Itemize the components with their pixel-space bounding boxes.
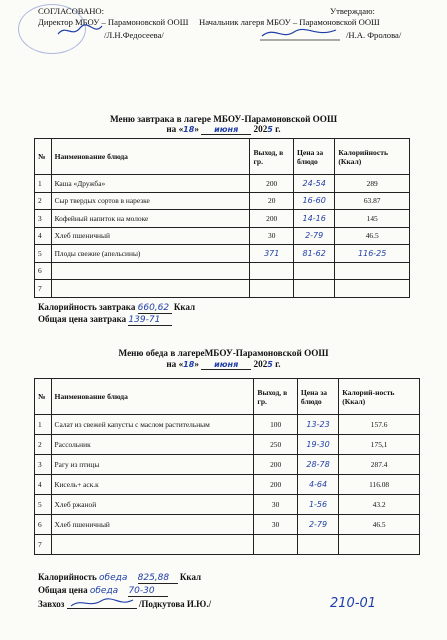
chef-signature-line: Завхоз /Подкутова И.Ю./ xyxy=(38,599,212,609)
breakfast-title: Меню завтрака в лагере МБОУ-Парамоновской ООШ xyxy=(109,114,338,124)
row-number: 5 xyxy=(35,245,52,263)
dish-price: 2-79 xyxy=(293,227,334,245)
col-output: Выход, в гр. xyxy=(250,139,294,175)
table-header-row xyxy=(35,139,410,175)
lunch-price-hand: обеда xyxy=(89,586,119,596)
breakfast-table xyxy=(34,138,410,298)
dish-output xyxy=(250,262,294,280)
dish-name xyxy=(51,280,250,298)
dish-calories: 116.08 xyxy=(339,475,420,495)
dish-name: Сыр твердых сортов в нарезке xyxy=(51,192,250,210)
row-number: 6 xyxy=(35,262,52,280)
lunch-date-year: 5 xyxy=(267,360,273,369)
dish-output: 371 xyxy=(250,245,294,263)
dish-price: 16-60 xyxy=(293,192,334,210)
dish-price: 19-30 xyxy=(297,435,338,455)
col-number: № xyxy=(35,379,52,415)
row-number: 4 xyxy=(35,227,52,245)
dish-output xyxy=(250,280,294,298)
dish-price: 81-62 xyxy=(293,245,334,263)
row-number: 2 xyxy=(35,435,52,455)
row-number: 7 xyxy=(35,535,52,555)
dish-calories: 46.5 xyxy=(335,227,410,245)
dish-price: 28-78 xyxy=(297,455,338,475)
lunch-calories-value: 825,88 xyxy=(138,573,178,584)
table-row xyxy=(35,475,420,495)
table-row xyxy=(35,515,420,535)
dish-output: 250 xyxy=(254,435,297,455)
col-number: № xyxy=(35,139,52,175)
approval-line: Директор МБОУ – Парамоновской ООШ xyxy=(38,17,189,27)
table-row xyxy=(35,280,410,298)
approve-name: /Н.А. Фролова/ xyxy=(346,30,402,40)
lunch-date-month: июня xyxy=(201,360,251,370)
row-number: 2 xyxy=(35,192,52,210)
dish-output: 200 xyxy=(254,475,297,495)
row-number: 7 xyxy=(35,280,52,298)
lunch-table xyxy=(34,378,420,555)
total-handwritten: 210-01 xyxy=(330,596,377,611)
breakfast-calories-value: 660,62 xyxy=(138,303,172,314)
row-number: 4 xyxy=(35,475,52,495)
breakfast-calories: Калорийность завтрака 660,62 Ккал xyxy=(38,302,196,313)
table-row xyxy=(35,227,410,245)
dish-price: 13-23 xyxy=(297,415,338,435)
col-price: Цена за блюдо xyxy=(293,139,334,175)
dish-price: 1-56 xyxy=(297,495,338,515)
dish-name: Хлеб пшеничный xyxy=(51,227,250,245)
row-number: 5 xyxy=(35,495,52,515)
table-row xyxy=(35,245,410,263)
dish-calories: 175,1 xyxy=(339,435,420,455)
breakfast-date-month: июня xyxy=(201,125,251,135)
dish-output: 200 xyxy=(250,175,294,193)
table-row xyxy=(35,495,420,515)
table-row xyxy=(35,210,410,228)
dish-price: 24-54 xyxy=(293,175,334,193)
dish-calories: 287.4 xyxy=(339,455,420,475)
col-dish: Наименование блюда xyxy=(51,139,250,175)
dish-output: 200 xyxy=(250,210,294,228)
breakfast-date-day: 18 xyxy=(183,125,195,134)
breakfast-price: Общая цена завтрака 139-71 xyxy=(38,314,172,326)
dish-name: Рагу из птицы xyxy=(51,455,254,475)
dish-name xyxy=(51,535,254,555)
dish-calories xyxy=(335,262,410,280)
approval-name: /Л.Н.Федосеева/ xyxy=(104,30,164,40)
dish-output: 100 xyxy=(254,415,297,435)
breakfast-price-value: 139-71 xyxy=(128,315,172,326)
dish-output xyxy=(254,535,297,555)
dish-price xyxy=(297,535,338,555)
dish-price xyxy=(293,280,334,298)
dish-price: 2-79 xyxy=(297,515,338,535)
table-row xyxy=(35,192,410,210)
dish-name: Хлеб пшеничный xyxy=(51,515,254,535)
chef-signature xyxy=(67,598,137,609)
dish-calories: 289 xyxy=(335,175,410,193)
dish-price: 14-16 xyxy=(293,210,334,228)
row-number: 3 xyxy=(35,210,52,228)
table-row xyxy=(35,262,410,280)
lunch-calories-hand: обеда xyxy=(99,573,128,583)
approval-title: СОГЛАСОВАНО: xyxy=(38,6,105,16)
dish-name: Кофейный напиток на молоке xyxy=(51,210,250,228)
lunch-date: на «18» июня 2025 г. xyxy=(166,359,281,369)
dish-output: 30 xyxy=(250,227,294,245)
dish-price: 4-64 xyxy=(297,475,338,495)
row-number: 6 xyxy=(35,515,52,535)
dish-name xyxy=(51,262,250,280)
dish-calories xyxy=(335,280,410,298)
dish-calories: 63.87 xyxy=(335,192,410,210)
col-dish: Наименование блюда xyxy=(51,379,254,415)
lunch-calories: Калорийность обеда 825,88 Ккал xyxy=(38,572,202,583)
col-price: Цена за блюдо xyxy=(297,379,338,415)
dish-name: Хлеб ржаной xyxy=(51,495,254,515)
dish-calories: 43.2 xyxy=(339,495,420,515)
table-row xyxy=(35,435,420,455)
lunch-date-day: 18 xyxy=(183,360,195,369)
dish-output: 30 xyxy=(254,515,297,535)
row-number: 3 xyxy=(35,455,52,475)
dish-calories: 157.6 xyxy=(339,415,420,435)
table-row xyxy=(35,415,420,435)
dish-price xyxy=(293,262,334,280)
dish-name: Плоды свежие (апельсины) xyxy=(51,245,250,263)
dish-output: 200 xyxy=(254,455,297,475)
table-header-row xyxy=(35,379,420,415)
approve-line: Начальник лагеря МБОУ – Парамоновской ООШ xyxy=(199,17,380,27)
col-calories: Калорийность (Ккал) xyxy=(335,139,410,175)
dish-calories: 116-25 xyxy=(335,245,410,263)
lunch-price-value: 70-30 xyxy=(128,586,168,597)
row-number: 1 xyxy=(35,415,52,435)
breakfast-date: на «18» июня 2025 г. xyxy=(166,124,281,134)
dish-output: 20 xyxy=(250,192,294,210)
table-row xyxy=(35,455,420,475)
dish-output: 30 xyxy=(254,495,297,515)
col-calories: Калорий-ность (Ккал) xyxy=(339,379,420,415)
table-row xyxy=(35,535,420,555)
lunch-title: Меню обеда в лагереМБОУ-Парамоновской ООШ xyxy=(118,348,329,358)
signature-director xyxy=(56,22,104,40)
signature-head xyxy=(260,26,340,42)
dish-name: Рассольник xyxy=(51,435,254,455)
dish-name: Кисель+ аск.к xyxy=(51,475,254,495)
lunch-price: Общая цена обеда 70-30 xyxy=(38,585,168,597)
dish-name: Каша «Дружба» xyxy=(51,175,250,193)
table-row xyxy=(35,175,410,193)
dish-calories xyxy=(339,535,420,555)
dish-name: Салат из свежей капусты с маслом растительным xyxy=(51,415,254,435)
breakfast-date-year: 5 xyxy=(267,125,273,134)
approve-title: Утверждаю: xyxy=(330,6,375,16)
dish-calories: 46.5 xyxy=(339,515,420,535)
row-number: 1 xyxy=(35,175,52,193)
dish-calories: 145 xyxy=(335,210,410,228)
col-output: Выход, в гр. xyxy=(254,379,297,415)
